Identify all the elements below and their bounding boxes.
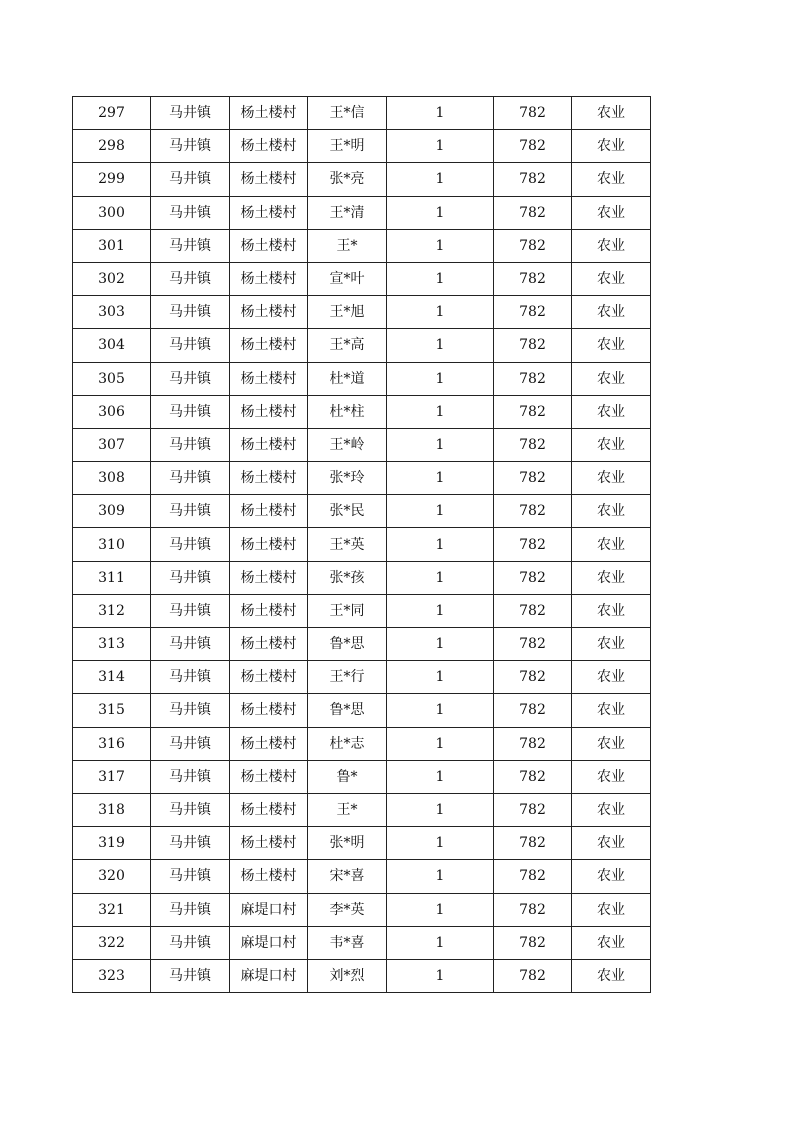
amount-cell: 782 xyxy=(494,296,572,329)
name-cell: 王* xyxy=(308,793,387,826)
name-cell: 张*明 xyxy=(308,827,387,860)
name-cell: 王*英 xyxy=(308,528,387,561)
sector-cell: 农业 xyxy=(572,727,651,760)
count-cell: 1 xyxy=(387,130,494,163)
table-row xyxy=(73,561,651,594)
village-cell: 杨土楼村 xyxy=(230,594,308,627)
row-number-cell: 313 xyxy=(73,628,151,661)
name-cell: 王*清 xyxy=(308,196,387,229)
row-number-cell: 317 xyxy=(73,760,151,793)
amount-cell: 782 xyxy=(494,694,572,727)
village-cell: 杨土楼村 xyxy=(230,727,308,760)
name-cell: 王*同 xyxy=(308,594,387,627)
count-cell: 1 xyxy=(387,196,494,229)
count-cell: 1 xyxy=(387,395,494,428)
amount-cell: 782 xyxy=(494,661,572,694)
amount-cell: 782 xyxy=(494,329,572,362)
row-number-cell: 319 xyxy=(73,827,151,860)
name-cell: 王* xyxy=(308,229,387,262)
row-number-cell: 318 xyxy=(73,793,151,826)
village-cell: 杨土楼村 xyxy=(230,395,308,428)
amount-cell: 782 xyxy=(494,793,572,826)
amount-cell: 782 xyxy=(494,628,572,661)
table-row xyxy=(73,262,651,295)
count-cell: 1 xyxy=(387,959,494,992)
count-cell: 1 xyxy=(387,561,494,594)
table-row xyxy=(73,163,651,196)
name-cell: 张*孩 xyxy=(308,561,387,594)
count-cell: 1 xyxy=(387,428,494,461)
amount-cell: 782 xyxy=(494,926,572,959)
village-cell: 麻堤口村 xyxy=(230,926,308,959)
sector-cell: 农业 xyxy=(572,661,651,694)
sector-cell: 农业 xyxy=(572,827,651,860)
row-number-cell: 305 xyxy=(73,362,151,395)
name-cell: 王*信 xyxy=(308,97,387,130)
sector-cell: 农业 xyxy=(572,926,651,959)
name-cell: 杜*柱 xyxy=(308,395,387,428)
row-number-cell: 311 xyxy=(73,561,151,594)
row-number-cell: 308 xyxy=(73,462,151,495)
table-row xyxy=(73,926,651,959)
amount-cell: 782 xyxy=(494,462,572,495)
row-number-cell: 297 xyxy=(73,97,151,130)
table-row xyxy=(73,893,651,926)
village-cell: 杨土楼村 xyxy=(230,329,308,362)
row-number-cell: 322 xyxy=(73,926,151,959)
count-cell: 1 xyxy=(387,97,494,130)
row-number-cell: 315 xyxy=(73,694,151,727)
count-cell: 1 xyxy=(387,229,494,262)
name-cell: 杜*道 xyxy=(308,362,387,395)
town-cell: 马井镇 xyxy=(151,793,230,826)
village-cell: 杨土楼村 xyxy=(230,694,308,727)
town-cell: 马井镇 xyxy=(151,860,230,893)
row-number-cell: 306 xyxy=(73,395,151,428)
table-row xyxy=(73,594,651,627)
town-cell: 马井镇 xyxy=(151,97,230,130)
village-cell: 麻堤口村 xyxy=(230,893,308,926)
row-number-cell: 301 xyxy=(73,229,151,262)
village-cell: 杨土楼村 xyxy=(230,229,308,262)
sector-cell: 农业 xyxy=(572,362,651,395)
village-cell: 杨土楼村 xyxy=(230,827,308,860)
row-number-cell: 309 xyxy=(73,495,151,528)
count-cell: 1 xyxy=(387,462,494,495)
town-cell: 马井镇 xyxy=(151,462,230,495)
table-row xyxy=(73,827,651,860)
sector-cell: 农业 xyxy=(572,196,651,229)
amount-cell: 782 xyxy=(494,959,572,992)
row-number-cell: 303 xyxy=(73,296,151,329)
name-cell: 王*旭 xyxy=(308,296,387,329)
row-number-cell: 310 xyxy=(73,528,151,561)
amount-cell: 782 xyxy=(494,229,572,262)
village-cell: 杨土楼村 xyxy=(230,428,308,461)
table-row xyxy=(73,727,651,760)
village-cell: 杨土楼村 xyxy=(230,163,308,196)
name-cell: 宣*叶 xyxy=(308,262,387,295)
row-number-cell: 323 xyxy=(73,959,151,992)
table-row xyxy=(73,395,651,428)
amount-cell: 782 xyxy=(494,163,572,196)
row-number-cell: 307 xyxy=(73,428,151,461)
sector-cell: 农业 xyxy=(572,793,651,826)
table-row xyxy=(73,760,651,793)
sector-cell: 农业 xyxy=(572,860,651,893)
sector-cell: 农业 xyxy=(572,229,651,262)
sector-cell: 农业 xyxy=(572,296,651,329)
table-row xyxy=(73,661,651,694)
roster-table xyxy=(72,96,651,993)
town-cell: 马井镇 xyxy=(151,495,230,528)
count-cell: 1 xyxy=(387,926,494,959)
amount-cell: 782 xyxy=(494,97,572,130)
name-cell: 王*高 xyxy=(308,329,387,362)
town-cell: 马井镇 xyxy=(151,130,230,163)
amount-cell: 782 xyxy=(494,860,572,893)
sector-cell: 农业 xyxy=(572,395,651,428)
town-cell: 马井镇 xyxy=(151,594,230,627)
amount-cell: 782 xyxy=(494,362,572,395)
town-cell: 马井镇 xyxy=(151,628,230,661)
count-cell: 1 xyxy=(387,594,494,627)
count-cell: 1 xyxy=(387,827,494,860)
village-cell: 杨土楼村 xyxy=(230,628,308,661)
town-cell: 马井镇 xyxy=(151,428,230,461)
village-cell: 杨土楼村 xyxy=(230,760,308,793)
name-cell: 韦*喜 xyxy=(308,926,387,959)
amount-cell: 782 xyxy=(494,196,572,229)
count-cell: 1 xyxy=(387,163,494,196)
amount-cell: 782 xyxy=(494,528,572,561)
village-cell: 杨土楼村 xyxy=(230,495,308,528)
amount-cell: 782 xyxy=(494,727,572,760)
town-cell: 马井镇 xyxy=(151,893,230,926)
amount-cell: 782 xyxy=(494,262,572,295)
table-row xyxy=(73,428,651,461)
name-cell: 鲁*思 xyxy=(308,628,387,661)
sector-cell: 农业 xyxy=(572,428,651,461)
sector-cell: 农业 xyxy=(572,760,651,793)
village-cell: 杨土楼村 xyxy=(230,561,308,594)
table-row xyxy=(73,628,651,661)
sector-cell: 农业 xyxy=(572,628,651,661)
count-cell: 1 xyxy=(387,893,494,926)
sector-cell: 农业 xyxy=(572,959,651,992)
sector-cell: 农业 xyxy=(572,893,651,926)
village-cell: 杨土楼村 xyxy=(230,362,308,395)
sector-cell: 农业 xyxy=(572,97,651,130)
count-cell: 1 xyxy=(387,628,494,661)
town-cell: 马井镇 xyxy=(151,661,230,694)
amount-cell: 782 xyxy=(494,760,572,793)
table-row xyxy=(73,362,651,395)
count-cell: 1 xyxy=(387,262,494,295)
sector-cell: 农业 xyxy=(572,329,651,362)
village-cell: 杨土楼村 xyxy=(230,130,308,163)
town-cell: 马井镇 xyxy=(151,727,230,760)
village-cell: 杨土楼村 xyxy=(230,262,308,295)
row-number-cell: 299 xyxy=(73,163,151,196)
count-cell: 1 xyxy=(387,329,494,362)
town-cell: 马井镇 xyxy=(151,296,230,329)
count-cell: 1 xyxy=(387,727,494,760)
village-cell: 杨土楼村 xyxy=(230,793,308,826)
table-row xyxy=(73,959,651,992)
name-cell: 王*岭 xyxy=(308,428,387,461)
sector-cell: 农业 xyxy=(572,462,651,495)
sector-cell: 农业 xyxy=(572,262,651,295)
amount-cell: 782 xyxy=(494,495,572,528)
town-cell: 马井镇 xyxy=(151,262,230,295)
sector-cell: 农业 xyxy=(572,163,651,196)
table-row xyxy=(73,793,651,826)
town-cell: 马井镇 xyxy=(151,163,230,196)
sector-cell: 农业 xyxy=(572,561,651,594)
town-cell: 马井镇 xyxy=(151,827,230,860)
table-row xyxy=(73,130,651,163)
name-cell: 张*亮 xyxy=(308,163,387,196)
sector-cell: 农业 xyxy=(572,694,651,727)
table-row xyxy=(73,694,651,727)
town-cell: 马井镇 xyxy=(151,329,230,362)
name-cell: 鲁*思 xyxy=(308,694,387,727)
count-cell: 1 xyxy=(387,661,494,694)
town-cell: 马井镇 xyxy=(151,395,230,428)
name-cell: 杜*志 xyxy=(308,727,387,760)
count-cell: 1 xyxy=(387,495,494,528)
sector-cell: 农业 xyxy=(572,528,651,561)
amount-cell: 782 xyxy=(494,428,572,461)
town-cell: 马井镇 xyxy=(151,196,230,229)
count-cell: 1 xyxy=(387,694,494,727)
village-cell: 杨土楼村 xyxy=(230,196,308,229)
sector-cell: 农业 xyxy=(572,130,651,163)
table-row xyxy=(73,97,651,130)
town-cell: 马井镇 xyxy=(151,528,230,561)
name-cell: 鲁* xyxy=(308,760,387,793)
sector-cell: 农业 xyxy=(572,594,651,627)
count-cell: 1 xyxy=(387,362,494,395)
name-cell: 王*明 xyxy=(308,130,387,163)
name-cell: 刘*烈 xyxy=(308,959,387,992)
row-number-cell: 302 xyxy=(73,262,151,295)
town-cell: 马井镇 xyxy=(151,362,230,395)
row-number-cell: 320 xyxy=(73,860,151,893)
town-cell: 马井镇 xyxy=(151,694,230,727)
village-cell: 杨土楼村 xyxy=(230,462,308,495)
village-cell: 杨土楼村 xyxy=(230,661,308,694)
table-row xyxy=(73,229,651,262)
amount-cell: 782 xyxy=(494,561,572,594)
town-cell: 马井镇 xyxy=(151,926,230,959)
count-cell: 1 xyxy=(387,528,494,561)
town-cell: 马井镇 xyxy=(151,760,230,793)
amount-cell: 782 xyxy=(494,594,572,627)
name-cell: 张*玲 xyxy=(308,462,387,495)
table-row xyxy=(73,462,651,495)
count-cell: 1 xyxy=(387,793,494,826)
count-cell: 1 xyxy=(387,860,494,893)
table-row xyxy=(73,860,651,893)
village-cell: 杨土楼村 xyxy=(230,296,308,329)
row-number-cell: 316 xyxy=(73,727,151,760)
village-cell: 杨土楼村 xyxy=(230,860,308,893)
table-row xyxy=(73,329,651,362)
roster-table-body xyxy=(73,97,651,993)
name-cell: 李*英 xyxy=(308,893,387,926)
amount-cell: 782 xyxy=(494,395,572,428)
village-cell: 麻堤口村 xyxy=(230,959,308,992)
town-cell: 马井镇 xyxy=(151,229,230,262)
name-cell: 宋*喜 xyxy=(308,860,387,893)
name-cell: 张*民 xyxy=(308,495,387,528)
town-cell: 马井镇 xyxy=(151,959,230,992)
town-cell: 马井镇 xyxy=(151,561,230,594)
amount-cell: 782 xyxy=(494,130,572,163)
table-row xyxy=(73,296,651,329)
table-row xyxy=(73,495,651,528)
row-number-cell: 314 xyxy=(73,661,151,694)
row-number-cell: 300 xyxy=(73,196,151,229)
village-cell: 杨土楼村 xyxy=(230,528,308,561)
amount-cell: 782 xyxy=(494,893,572,926)
row-number-cell: 304 xyxy=(73,329,151,362)
count-cell: 1 xyxy=(387,296,494,329)
table-row xyxy=(73,528,651,561)
sector-cell: 农业 xyxy=(572,495,651,528)
count-cell: 1 xyxy=(387,760,494,793)
village-cell: 杨土楼村 xyxy=(230,97,308,130)
row-number-cell: 298 xyxy=(73,130,151,163)
name-cell: 王*行 xyxy=(308,661,387,694)
row-number-cell: 312 xyxy=(73,594,151,627)
table-row xyxy=(73,196,651,229)
amount-cell: 782 xyxy=(494,827,572,860)
row-number-cell: 321 xyxy=(73,893,151,926)
